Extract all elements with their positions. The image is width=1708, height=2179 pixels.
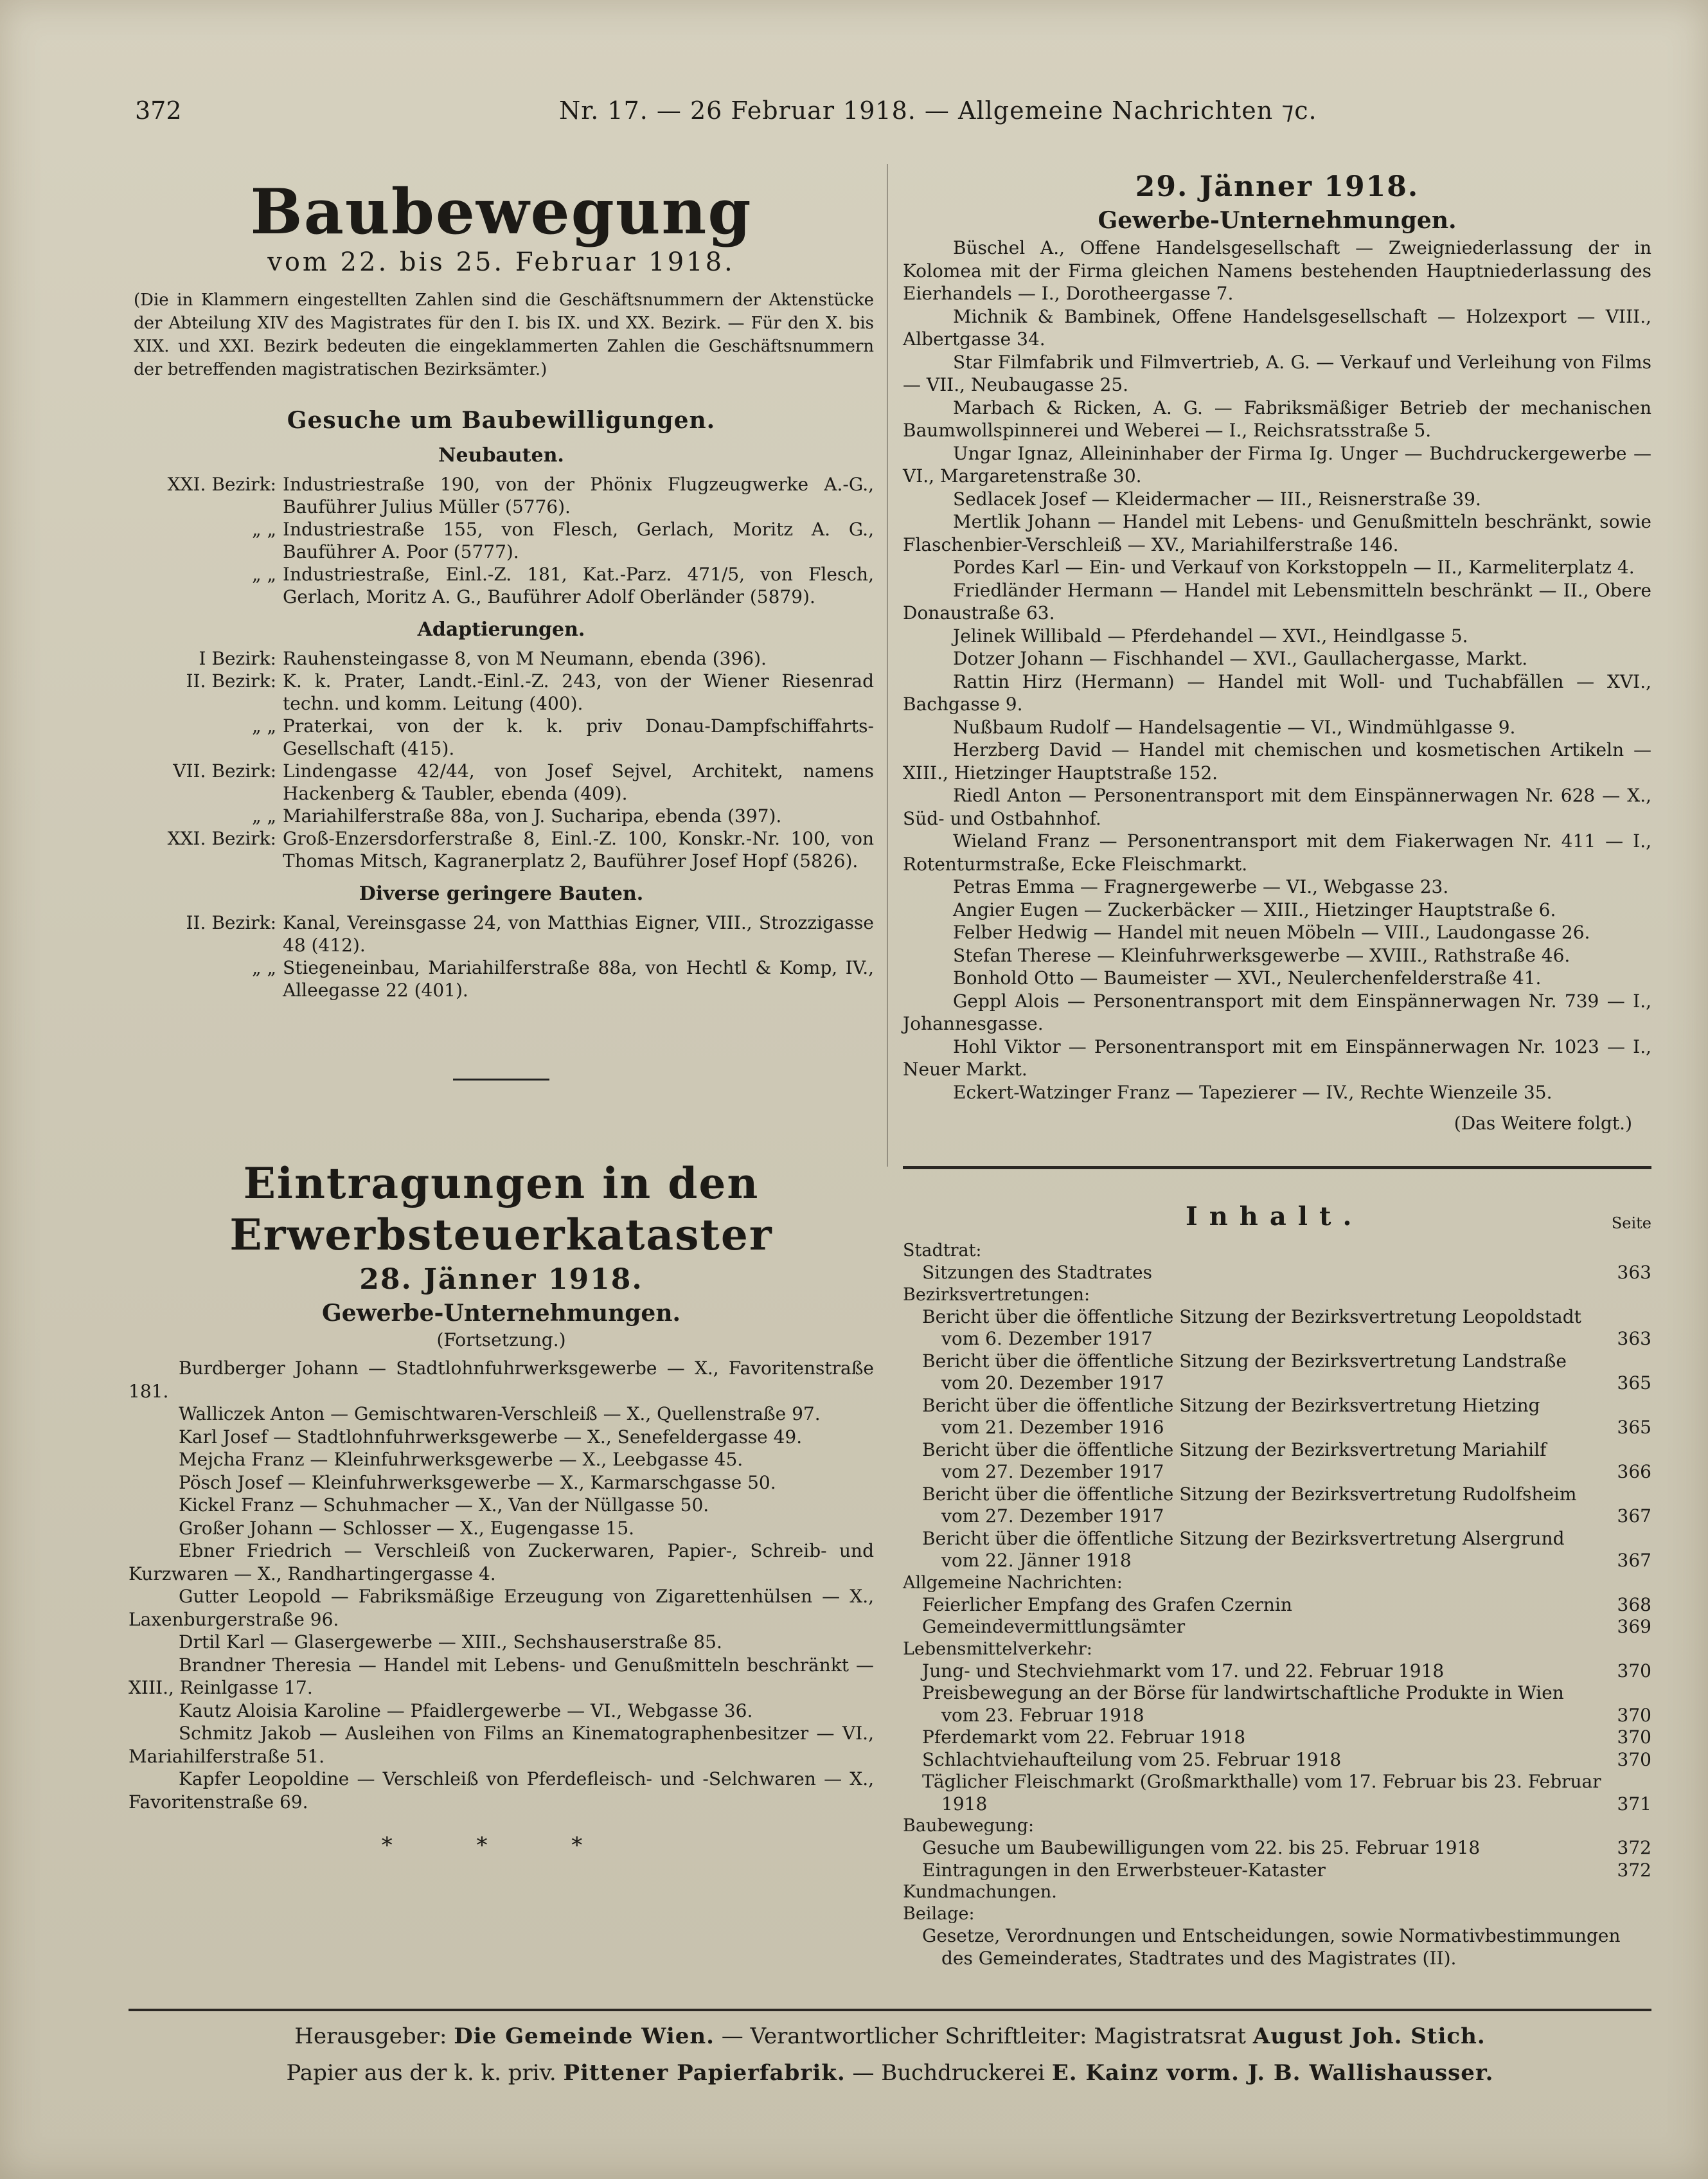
eintragungen-section: Gewerbe-Unternehmungen. xyxy=(321,1300,681,1327)
register-entry: Bonhold Otto — Baumeister — XVI., Neulerchenfelderstraße 41. xyxy=(953,967,1542,989)
right-column xyxy=(903,164,1651,1969)
imprint-line-2 xyxy=(129,2060,1651,2086)
continued-note: (Das Weitere folgt.) xyxy=(1454,1113,1632,1134)
imprint-printer: E. Kainz vorm. J. B. Wallishausser. xyxy=(1051,2060,1494,2086)
entry-district: II. Bezirk: xyxy=(186,912,276,933)
register-entry: Mertlik Johann — Handel mit Lebens- und Genußmitteln beschränkt, sowie Flaschenbier-Verschleiß — XV., Mariahilferstraße 146. xyxy=(903,511,1651,555)
eintragungen-continued: (Fortsetzung.) xyxy=(436,1329,566,1350)
imprint-paper-label: Papier aus der k. k. priv. xyxy=(286,2060,556,2086)
eintragungen-date: 28. Jänner 1918. xyxy=(359,1263,643,1296)
toc-item-text: Täglicher Fleischmarkt (Großmarkthalle) vom 17. Februar bis 23. Februar xyxy=(922,1771,1601,1792)
page-header xyxy=(135,96,1317,135)
toc-item-text: Bericht über die öffentliche Sitzung der Bezirksvertretung Alsergrund xyxy=(922,1527,1565,1549)
entry-text: Mariahilferstraße 88a, von J. Sucharipa, ebenda (397). xyxy=(283,805,782,827)
register-entry: Pösch Josef — Kleinfuhrwerksgewerbe — X., Karmarschgasse 50. xyxy=(179,1471,776,1493)
register-entry: Geppl Alois — Personentransport mit dem Einspännerwagen Nr. 739 — I., Johannesgasse. xyxy=(903,990,1651,1034)
baubewegung-subtitle: vom 22. bis 25. Februar 1918. xyxy=(267,247,735,277)
register-entry: Dotzer Johann — Fischhandel — XVI., Gaullachergasse, Markt. xyxy=(953,648,1528,669)
entry-text: Industriestraße 155, von Flesch, Gerlach, Moritz A. G., Bauführer A. Poor (5777). xyxy=(283,519,874,562)
jaenner29-section: Gewerbe-Unternehmungen. xyxy=(1098,207,1457,234)
toc-page-number: 363 xyxy=(1617,1262,1651,1283)
toc-item-continuation: des Gemeinderates, Stadtrates und des Magistrates (II). xyxy=(941,1947,1457,1969)
imprint-publisher-label: Herausgeber: xyxy=(294,2023,447,2049)
toc-item-text: Sitzungen des Stadtrates xyxy=(922,1262,1152,1283)
toc-item-text: Preisbewegung an der Börse für landwirtschaftliche Produkte in Wien xyxy=(922,1682,1564,1703)
toc-item-text: Bericht über die öffentliche Sitzung der Bezirksvertretung Landstraße xyxy=(922,1350,1567,1372)
entry-text: K. k. Prater, Landt.-Einl.-Z. 243, von der Wiener Riesenrad techn. und komm. Leitung (400). xyxy=(283,670,874,714)
register-entry: Nußbaum Rudolf — Handelsagentie — VI., Windmühlgasse 9. xyxy=(953,716,1516,738)
toc-item xyxy=(903,1262,1651,1284)
entry-row xyxy=(129,563,874,608)
register-entry: Ungar Ignaz, Alleininhaber der Firma Ig. Unger — Buchdruckergewerbe — VI., Margaretenstraße 30. xyxy=(903,442,1651,487)
toc-section-title: Bezirksvertretungen: xyxy=(903,1284,1090,1305)
register-entry: Kickel Franz — Schuhmacher — X., Van der Nüllgasse 50. xyxy=(179,1494,709,1516)
footer-rule xyxy=(129,2009,1651,2011)
entry-text: Stiegeneinbau, Mariahilferstraße 88a, von Hechtl & Komp, IV., Alleegasse 22 (401). xyxy=(283,957,874,1001)
imprint-publisher: Die Gemeinde Wien. xyxy=(454,2023,715,2049)
register-entry: Pordes Karl — Ein- und Verkauf von Korkstoppeln — II., Karmeliterplatz 4. xyxy=(953,557,1635,578)
entry-row xyxy=(129,827,874,872)
register-entry: Sedlacek Josef — Kleidermacher — III., Reisnerstraße 39. xyxy=(953,488,1481,510)
toc-page-number: 370 xyxy=(1617,1704,1651,1726)
toc-item-text: Pferdemarkt vom 22. Februar 1918 xyxy=(922,1726,1246,1748)
register-entry: Kautz Aloisia Karoline — Pfaidlergewerbe — VI., Webgasse 36. xyxy=(179,1699,753,1721)
register-entry: Herzberg David — Handel mit chemischen und kosmetischen Artikeln — XIII., Hietzinger Hauptstraße 152. xyxy=(903,739,1651,784)
toc-page-number: 367 xyxy=(1617,1550,1651,1571)
register-entry: Gutter Leopold — Fabriksmäßige Erzeugung von Zigarettenhülsen — X., Laxenburgerstraße 96. xyxy=(129,1586,874,1630)
jaenner29-date: 29. Jänner 1918. xyxy=(1135,170,1419,203)
register-entry: Eckert-Watzinger Franz — Tapezierer — IV., Rechte Wienzeile 35. xyxy=(953,1081,1552,1103)
inhalt-header xyxy=(903,1188,1651,1240)
entry-row xyxy=(129,715,874,760)
entry-text: Industriestraße, Einl.-Z. 181, Kat.-Parz. 471/5, von Flesch, Gerlach, Moritz A. G., Bauführer Adolf Oberländer (5879). xyxy=(283,564,874,607)
section-stars: * * * xyxy=(381,1833,621,1858)
toc-item xyxy=(903,1328,1651,1350)
imprint-editor: August Joh. Stich. xyxy=(1252,2023,1486,2049)
entry-text: Rauhensteingasse 8, von M Neumann, ebenda (396). xyxy=(283,648,767,669)
toc-item-text: Bericht über die öffentliche Sitzung der Bezirksvertretung Hietzing xyxy=(922,1394,1540,1416)
toc-item xyxy=(903,1616,1651,1638)
register-entry: Michnik & Bambinek, Offene Handelsgesellschaft — Holzexport — VIII., Albertgasse 34. xyxy=(903,305,1651,350)
entry-row xyxy=(129,760,874,805)
inhalt-title: Inhalt. xyxy=(1186,1201,1364,1232)
toc-item-continuation: vom 27. Dezember 1917 xyxy=(941,1461,1164,1482)
imprint-paper: Pittener Papierfabrik. xyxy=(563,2060,846,2086)
toc-page-number: 367 xyxy=(1617,1505,1651,1527)
toc-page-number: 366 xyxy=(1617,1461,1651,1482)
toc-section-title: Lebensmittelverkehr: xyxy=(903,1638,1092,1659)
inhalt-divider xyxy=(903,1166,1651,1169)
toc-item-continuation: 1918 xyxy=(941,1793,988,1815)
entry-district: „ „ xyxy=(252,957,276,978)
toc-item-text: Bericht über die öffentliche Sitzung der Bezirksvertretung Rudolfsheim xyxy=(922,1483,1577,1505)
toc-item-continuation: vom 20. Dezember 1917 xyxy=(941,1372,1164,1394)
toc-page-number: 368 xyxy=(1617,1593,1651,1615)
diverse-heading: Diverse geringere Bauten. xyxy=(359,883,644,905)
register-entry: Büschel A., Offene Handelsgesellschaft — Zweigniederlassung der in Kolomea mit der Firma gleichen Namens bestehenden Hauptniederlassung des Eierhandels — I., Dorotheergasse 7. xyxy=(903,237,1651,304)
register-entry: Friedländer Hermann — Handel mit Lebensmitteln beschränkt — II., Obere Donaustraße 63. xyxy=(903,579,1651,623)
toc-item xyxy=(903,1372,1651,1395)
toc-item-continuation: vom 23. Februar 1918 xyxy=(941,1704,1144,1726)
entry-district: „ „ xyxy=(252,564,276,585)
toc-page-number: 371 xyxy=(1617,1793,1651,1815)
entry-text: Kanal, Vereinsgasse 24, von Matthias Eigner, VIII., Strozzigasse 48 (412). xyxy=(283,912,874,956)
register-entry: Karl Josef — Stadtlohnfuhrwerksgewerbe — X., Senefeldergasse 49. xyxy=(179,1426,803,1448)
toc-item xyxy=(903,1726,1651,1749)
imprint-printer-label: — Buchdruckerei xyxy=(852,2060,1045,2086)
baubewegung-note: (Die in Klammern eingestellten Zahlen sind die Geschäftsnummern der Aktenstücke der Abteilung XIV des Magistrates für den I. bis IX. und XX. Bezirk. — Für den X. bis XIX. und XXI. Bezirk bedeuten die eingeklammerten Zahlen die Geschäftsnummern der betreffenden magistratischen Bezirksämter.) xyxy=(134,291,874,379)
toc-page-number: 372 xyxy=(1617,1837,1651,1858)
register-entry: Hohl Viktor — Personentransport mit em Einspännerwagen Nr. 1023 — I., Neuer Markt. xyxy=(903,1036,1651,1080)
toc-item-text: Gemeindevermittlungsämter xyxy=(922,1616,1186,1637)
toc-item-continuation: vom 27. Dezember 1917 xyxy=(941,1505,1164,1527)
toc-page-number xyxy=(1600,1948,1651,1970)
entry-row xyxy=(129,805,874,827)
register-entry: Angier Eugen — Zuckerbäcker — XIII., Hietzinger Hauptstraße 6. xyxy=(953,899,1556,920)
entry-row xyxy=(129,670,874,715)
adaptierungen-list xyxy=(129,647,874,872)
entry-district: „ „ xyxy=(252,805,276,827)
register-entry: Burdberger Johann — Stadtlohnfuhrwerksgewerbe — X., Favoritenstraße 181. xyxy=(129,1358,874,1402)
entry-text: Industriestraße 190, von der Phönix Flugzeugwerke A.-G., Bauführer Julius Müller (5776). xyxy=(283,474,874,517)
imprint-line-1 xyxy=(129,2023,1651,2049)
toc-item xyxy=(903,1461,1651,1484)
toc-item-continuation: vom 6. Dezember 1917 xyxy=(941,1328,1153,1349)
gesuche-heading: Gesuche um Baubewilligungen. xyxy=(287,407,716,434)
entry-row xyxy=(129,473,874,518)
entry-district: I Bezirk: xyxy=(199,648,276,669)
toc-item xyxy=(903,1749,1651,1771)
toc-item-text: Bericht über die öffentliche Sitzung der Bezirksvertretung Leopoldstadt xyxy=(922,1305,1581,1327)
left-column xyxy=(129,164,874,1858)
toc-section-title: Beilage: xyxy=(903,1904,975,1924)
toc-item xyxy=(903,1793,1651,1816)
register-entry: Petras Emma — Fragnergewerbe — VI., Webgasse 23. xyxy=(953,876,1449,897)
toc-item xyxy=(903,1860,1651,1882)
entry-text: Groß-Enzersdorferstraße 8, Einl.-Z. 100, Konskr.-Nr. 100, von Thomas Mitsch, Kagranerplatz 2, Bauführer Josef Hopf (5826). xyxy=(283,828,874,872)
eintragungen-title: Eintragungen in den Erwerbsteuerkataster xyxy=(229,1158,773,1260)
register-entry: Rattin Hirz (Hermann) — Handel mit Woll- und Tuchabfällen — XVI., Bachgasse 9. xyxy=(903,670,1651,715)
register-entry: Schmitz Jakob — Ausleihen von Films an Kinematographenbesitzer — VI., Mariahilferstraße 51. xyxy=(129,1723,874,1767)
entry-district: XXI. Bezirk: xyxy=(167,474,276,495)
register-entry: Brandner Theresia — Handel mit Lebens- und Genußmitteln beschränkt — XIII., Reinlgasse 17. xyxy=(129,1654,874,1698)
toc-item-text: Feierlicher Empfang des Grafen Czernin xyxy=(922,1593,1292,1615)
entry-row xyxy=(129,911,874,956)
toc-item xyxy=(903,1948,1651,1970)
toc-item xyxy=(903,1705,1651,1727)
toc-item xyxy=(903,1505,1651,1528)
toc-page-number: 370 xyxy=(1617,1748,1651,1770)
toc-item xyxy=(903,1417,1651,1439)
toc-section-title: Stadtrat: xyxy=(903,1241,982,1260)
toc-item-text: Schlachtviehaufteilung vom 25. Februar 1918 xyxy=(922,1748,1342,1770)
entry-text: Praterkai, von der k. k. priv Donau-Dampfschiffahrts-Gesellschaft (415). xyxy=(283,715,874,759)
table-of-contents xyxy=(903,1240,1651,1969)
toc-section-title: Kundmachungen. xyxy=(903,1882,1057,1902)
toc-item-text: Gesuche um Baubewilligungen vom 22. bis 25. Februar 1918 xyxy=(922,1837,1481,1858)
register-entry: Jelinek Willibald — Pferdehandel — XVI., Heindlgasse 5. xyxy=(953,625,1468,647)
baubewegung-title: Baubewegung xyxy=(250,175,752,248)
eintragungen-list xyxy=(129,1357,874,1813)
toc-page-number: 365 xyxy=(1617,1372,1651,1394)
entry-text: Lindengasse 42/44, von Josef Sejvel, Architekt, namens Hackenberg & Taubler, ebenda (409). xyxy=(283,760,874,804)
toc-section-title: Baubewegung: xyxy=(903,1816,1035,1836)
running-title: Nr. 17. — 26 Februar 1918. — Allgemeine Nachrichten ⁊c. xyxy=(559,96,1317,125)
register-entry: Drtil Karl — Glasergewerbe — XIII., Sechshauserstraße 85. xyxy=(179,1631,722,1653)
toc-item-text: Eintragungen in den Erwerbsteuer-Kataster xyxy=(922,1859,1326,1881)
neubauten-heading: Neubauten. xyxy=(438,444,564,467)
register-entry: Großer Johann — Schlosser — X., Eugengasse 15. xyxy=(179,1517,635,1539)
register-entry: Felber Hedwig — Handel mit neuen Möbeln — VIII., Laudongasse 26. xyxy=(953,922,1590,943)
register-entry: Wieland Franz — Personentransport mit dem Fiakerwagen Nr. 411 — I., Rotenturmstraße, Ecke Fleischmarkt. xyxy=(903,830,1651,875)
register-entry: Mejcha Franz — Kleinfuhrwerksgewerbe — X., Leebgasse 45. xyxy=(179,1449,743,1470)
diverse-list xyxy=(129,911,874,1001)
register-entry: Ebner Friedrich — Verschleiß von Zuckerwaren, Papier-, Schreib- und Kurzwaren — X., Randhartingergasse 4. xyxy=(129,1540,874,1584)
register-entry: Stefan Therese — Kleinfuhrwerksgewerbe — XVIII., Rathstraße 46. xyxy=(953,944,1570,966)
register-entry: Riedl Anton — Personentransport mit dem Einspännerwagen Nr. 628 — X., Süd- und Ostbahnhof. xyxy=(903,785,1651,829)
jaenner29-list xyxy=(903,237,1651,1104)
entry-district: VII. Bezirk: xyxy=(173,760,276,782)
entry-row xyxy=(129,518,874,563)
entry-district: „ „ xyxy=(252,519,276,540)
toc-page-number: 370 xyxy=(1617,1726,1651,1748)
entry-district: II. Bezirk: xyxy=(186,670,276,692)
register-entry: Marbach & Ricken, A. G. — Fabriksmäßiger Betrieb der mechanischen Baumwollspinnerei und Weberei — I., Reichsratsstraße 5. xyxy=(903,397,1651,441)
adaptierungen-heading: Adaptierungen. xyxy=(417,618,585,641)
toc-item-continuation: vom 21. Dezember 1916 xyxy=(941,1417,1164,1438)
register-entry: Walliczek Anton — Gemischtwaren-Verschleiß — X., Quellenstraße 97. xyxy=(179,1403,821,1424)
toc-item xyxy=(903,1594,1651,1617)
toc-page-number: 372 xyxy=(1617,1859,1651,1881)
toc-item-text: Jung- und Stechviehmarkt vom 17. und 22. Februar 1918 xyxy=(922,1660,1445,1681)
register-entry: Star Filmfabrik und Filmvertrieb, A. G. — Verkauf und Verleihung von Films — VII., Neubaugasse 25. xyxy=(903,351,1651,395)
entry-district: „ „ xyxy=(252,715,276,737)
toc-page-number: 365 xyxy=(1617,1417,1651,1438)
toc-item xyxy=(903,1837,1651,1860)
inhalt-seite-label: Seite xyxy=(1611,1214,1651,1232)
entry-district: XXI. Bezirk: xyxy=(167,828,276,849)
register-entry: Kapfer Leopoldine — Verschleiß von Pferdefleisch- und -Selchwaren — X., Favoritenstraße 69. xyxy=(129,1768,874,1813)
toc-item-continuation: vom 22. Jänner 1918 xyxy=(941,1550,1132,1571)
toc-item-text: Bericht über die öffentliche Sitzung der Bezirksvertretung Mariahilf xyxy=(922,1439,1547,1460)
column-separator xyxy=(887,164,888,1167)
page-number: 372 xyxy=(135,96,182,125)
toc-page-number: 363 xyxy=(1617,1328,1651,1349)
neubauten-list xyxy=(129,473,874,608)
toc-item-text: Gesetze, Verordnungen und Entscheidungen, sowie Normativbestimmungen xyxy=(922,1925,1621,1946)
toc-item xyxy=(903,1660,1651,1683)
toc-section-title: Allgemeine Nachrichten: xyxy=(903,1572,1123,1593)
toc-page-number: 369 xyxy=(1617,1616,1651,1637)
entry-row xyxy=(129,647,874,670)
imprint-editor-label: — Verantwortlicher Schriftleiter: Magistratsrat xyxy=(721,2023,1246,2049)
toc-item xyxy=(903,1550,1651,1572)
entry-row xyxy=(129,956,874,1001)
toc-page-number: 370 xyxy=(1617,1660,1651,1681)
